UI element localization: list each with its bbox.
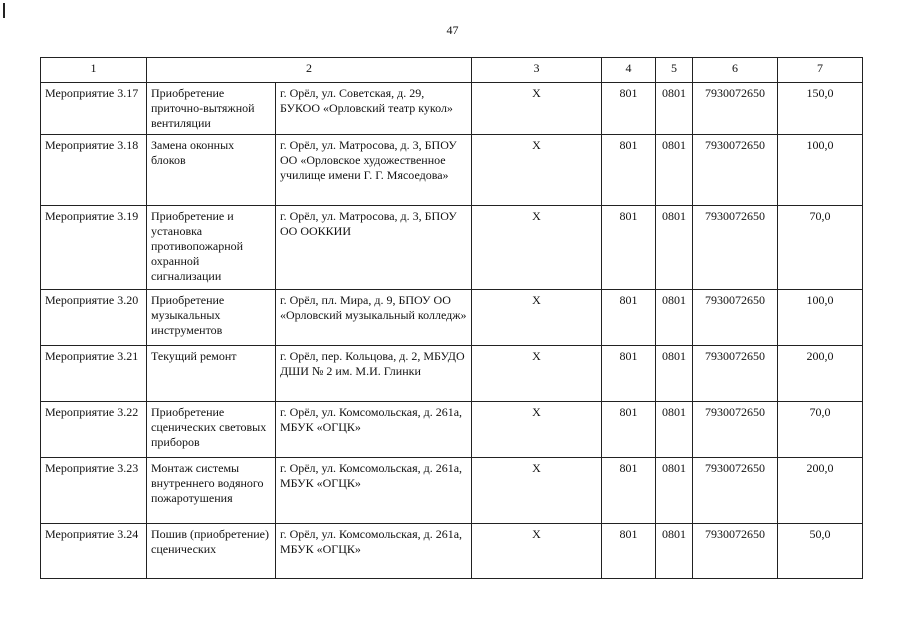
event-cell: Мероприятие 3.20 [41,290,147,346]
header-cell: 2 [147,58,472,83]
header-row [41,58,863,83]
name-cell: Замена оконных блоков [147,135,276,206]
name-cell: Приобретение музыкальных инструментов [147,290,276,346]
col7-cell: 100,0 [778,290,863,346]
col6-cell: 7930072650 [693,458,778,524]
col5-cell: 0801 [656,290,693,346]
col6-cell: 7930072650 [693,83,778,135]
col4-cell: 801 [602,402,656,458]
col3-cell: Х [472,290,602,346]
col5-cell: 0801 [656,524,693,579]
name-cell: Пошив (приобретение) сценических [147,524,276,579]
col4-cell: 801 [602,290,656,346]
col7-cell: 70,0 [778,402,863,458]
table-row [41,206,863,290]
col4-cell: 801 [602,135,656,206]
col6-cell: 7930072650 [693,346,778,402]
scan-edge-mark [3,3,5,18]
header-cell: 1 [41,58,147,83]
name-cell: Приобретение приточно-вытяжной вентиляции [147,83,276,135]
page-number: 47 [446,23,459,37]
col6-cell: 7930072650 [693,524,778,579]
event-cell: Мероприятие 3.22 [41,402,147,458]
address-cell: г. Орёл, ул. Комсомольская, д. 261а, МБУК «ОГЦК» [276,524,472,579]
col4-cell: 801 [602,83,656,135]
header-cell: 3 [472,58,602,83]
header-cell: 6 [693,58,778,83]
col7-cell: 200,0 [778,458,863,524]
col5-cell: 0801 [656,83,693,135]
col7-cell: 150,0 [778,83,863,135]
address-cell: г. Орёл, ул. Комсомольская, д. 261а, МБУК «ОГЦК» [276,402,472,458]
col5-cell: 0801 [656,346,693,402]
col5-cell: 0801 [656,206,693,290]
col6-cell: 7930072650 [693,206,778,290]
col6-cell: 7930072650 [693,402,778,458]
col4-cell: 801 [602,524,656,579]
table-row [41,290,863,346]
name-cell: Текущий ремонт [147,346,276,402]
header-cell: 7 [778,58,863,83]
col3-cell: Х [472,402,602,458]
table-row [41,83,863,135]
col4-cell: 801 [602,206,656,290]
col3-cell: Х [472,206,602,290]
event-cell: Мероприятие 3.23 [41,458,147,524]
col6-cell: 7930072650 [693,290,778,346]
event-cell: Мероприятие 3.17 [41,83,147,135]
col4-cell: 801 [602,458,656,524]
budget-table [40,57,863,579]
table-row [41,135,863,206]
col7-cell: 200,0 [778,346,863,402]
table-row [41,402,863,458]
col6-cell: 7930072650 [693,135,778,206]
col7-cell: 50,0 [778,524,863,579]
col3-cell: Х [472,524,602,579]
col5-cell: 0801 [656,135,693,206]
col3-cell: Х [472,458,602,524]
event-cell: Мероприятие 3.24 [41,524,147,579]
address-cell: г. Орёл, ул. Матросова, д. 3, БПОУ ОО «Орловское художественное училище имени Г. Г. Мясоедова» [276,135,472,206]
event-cell: Мероприятие 3.19 [41,206,147,290]
table-row [41,346,863,402]
col3-cell: Х [472,346,602,402]
col3-cell: Х [472,83,602,135]
header-cell: 5 [656,58,693,83]
col3-cell: Х [472,135,602,206]
address-cell: г. Орёл, пл. Мира, д. 9, БПОУ ОО «Орловский музыкальный колледж» [276,290,472,346]
address-cell: г. Орёл, пер. Кольцова, д. 2, МБУДО ДШИ № 2 им. М.И. Глинки [276,346,472,402]
col5-cell: 0801 [656,402,693,458]
address-cell: г. Орёл, ул. Советская, д. 29, БУКОО «Орловский театр кукол» [276,83,472,135]
col4-cell: 801 [602,346,656,402]
col5-cell: 0801 [656,458,693,524]
name-cell: Монтаж системы внутреннего водяного пожаротушения [147,458,276,524]
address-cell: г. Орёл, ул. Комсомольская, д. 261а, МБУК «ОГЦК» [276,458,472,524]
col7-cell: 100,0 [778,135,863,206]
name-cell: Приобретение и установка противопожарной охранной сигнализации [147,206,276,290]
name-cell: Приобретение сценических световых приборов [147,402,276,458]
table-row [41,524,863,579]
col7-cell: 70,0 [778,206,863,290]
table-row [41,458,863,524]
event-cell: Мероприятие 3.21 [41,346,147,402]
address-cell: г. Орёл, ул. Матросова, д. 3, БПОУ ОО ООККИИ [276,206,472,290]
header-cell: 4 [602,58,656,83]
event-cell: Мероприятие 3.18 [41,135,147,206]
